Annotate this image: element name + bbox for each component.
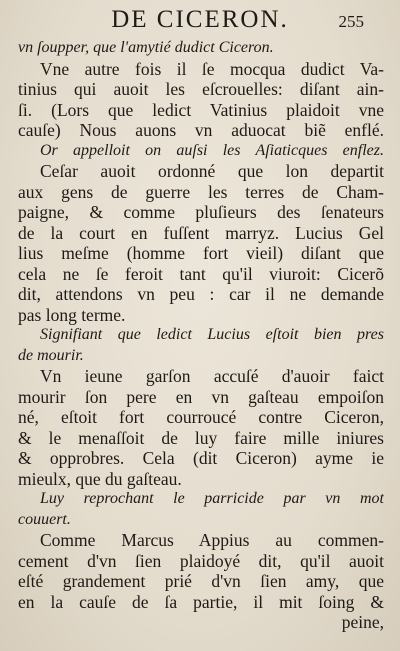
text-line: aux gens de guerre les terres de Cham- [18, 181, 384, 202]
text-line: Comme Marcus Appius au commen- [40, 530, 384, 550]
text-line: Vne autre fois il ſe mocqua dudict Va- [40, 58, 384, 79]
text-line: Or appelloit on auſsi les Aſiaticques enflez. [40, 141, 384, 159]
text-line: vn ſoupper, que l'amytié dudict Ciceron. [18, 39, 274, 56]
text-line: cela ne ſe feroit tant qu'il viuroit: Cicerõ [18, 263, 384, 284]
body-text [18, 38, 384, 633]
catchword: peine, [341, 612, 384, 632]
text-line: en la cauſe de ſa partie, il mit ſoing & [18, 591, 384, 612]
text-line: mieulx, que du gaſteau. [18, 468, 182, 489]
running-head: DE CICERON. [111, 6, 289, 33]
text-line: de mourir. [18, 346, 84, 364]
text-line: & le menaſſoit de luy faire mille iniures [18, 427, 384, 448]
text-line: mourir ſon pere en vn gaſteau empoiſon [18, 386, 384, 407]
text-line: paigne, & comme pluſieurs des ſenateurs [18, 202, 384, 222]
text-line: tinius qui auoit les eſcrouelles: diſant ain- [18, 79, 384, 99]
text-line: eſté grandement prié d'vn ſien amy, que [18, 571, 384, 591]
text-line: Vn ieune garſon accuſé d'auoir faict [40, 366, 384, 386]
page-number: 255 [338, 12, 364, 31]
text-line: cement d'vn ſien plaidoyé dit, qu'il auoit [18, 550, 384, 571]
text-line: de la court en fuſſent marryz. Lucius Gel [18, 222, 384, 243]
text-line: & opprobres. Cela (dit Ciceron) ayme ie [18, 448, 384, 468]
text-line: Ceſar auoit ordonné que lon departit [40, 161, 384, 181]
text-line: Luy reprochant le parricide par vn mot [40, 490, 384, 507]
text-line: pas long terme. [18, 304, 126, 325]
text-line: né, eſtoit fort courroucé contre Ciceron, [18, 407, 384, 427]
text-line: dit, attendons vn peu : car il ne demande [18, 284, 384, 304]
page-header [0, 4, 400, 38]
text-line: ſi. (Lors que ledict Vatinius plaidoit vne [18, 99, 384, 120]
text-line: couuert. [18, 510, 71, 528]
text-line: Signifiant que ledict Lucius eſtoit bien pres [40, 326, 384, 343]
text-line: lius meſme (homme fort vieil) diſant que [18, 243, 384, 263]
text-line: cauſe) Nous auons vn aduocat biẽ enflé. [18, 120, 384, 140]
